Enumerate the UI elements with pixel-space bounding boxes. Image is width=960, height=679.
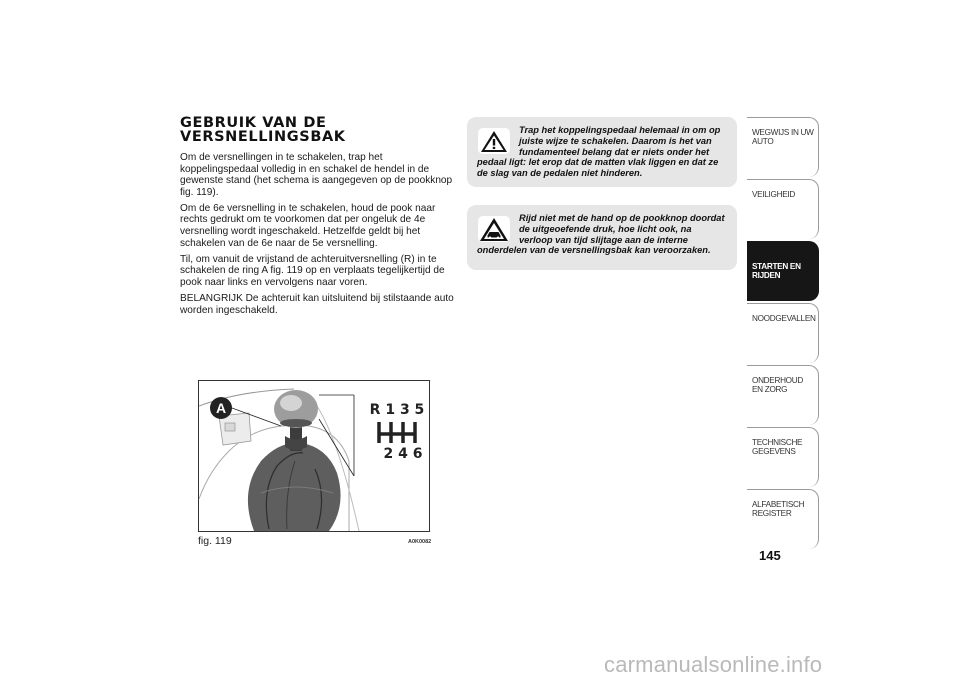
- gear-shift-illustration: [199, 381, 429, 531]
- warning-triangle-icon: [477, 127, 513, 155]
- paragraph-4: BELANGRIJK De achteruit kan uitsluitend bij stilstaande auto worden ingeschakeld.: [180, 293, 454, 316]
- nav-tab-technische[interactable]: TECHNISCHE GEGEVENS: [747, 427, 819, 487]
- figure-caption: fig. 119: [198, 535, 232, 547]
- body-text: [180, 152, 458, 321]
- gear-schema-bottom: 2 4 6: [383, 446, 423, 462]
- heading-line-2: VERSNELLINGSBAK: [180, 129, 346, 145]
- nav-tab-starten[interactable]: STARTEN EN RIJDEN: [747, 241, 819, 301]
- paragraph-3: Til, om vanuit de vrijstand de achteruitversnelling (R) in te schakelen de ring A fig. 119 op en verplaats tegelijkertijd de pook naar links en vervolgens naar voren.: [180, 253, 445, 288]
- paragraph-1: Om de versnellingen in te schakelen, trap het koppelingspedaal volledig in en schakel de hendel in de gewenste stand (het schema is aangegeven op de pookknop fig. 119).: [180, 152, 453, 198]
- figure-code: A0K0082: [408, 539, 432, 545]
- warning-text-clutch: Trap het koppelingspedaal helemaal in om op juiste wijze te schakelen. Daarom is het van fundamenteel belang dat er niets onder het pedaal ligt: let erop dat de matten vlak liggen en dat ze de slag van de pedalen niet hinderen.: [477, 125, 721, 179]
- page-number: 145: [759, 548, 781, 563]
- nav-tab-onderhoud[interactable]: ONDERHOUD EN ZORG: [747, 365, 819, 425]
- nav-tab-register[interactable]: ALFABETISCH REGISTER: [747, 489, 819, 549]
- chapter-nav: [747, 117, 819, 551]
- gear-pattern-icon: [379, 422, 415, 443]
- warning-text-gearknob: Rijd niet met de hand op de pookknop doordat de uitgeoefende druk, hoe licht ook, na verloop van tijd slijtage aan de interne onderdelen van de versnellingsbak kan veroorzaken.: [477, 213, 725, 256]
- nav-tab-veiligheid[interactable]: VEILIGHEID: [747, 179, 819, 239]
- warning-box-clutch: [467, 117, 737, 187]
- paragraph-2: Om de 6e versnelling in te schakelen, houd de pook naar rechts gedrukt om te voorkomen dat per ongeluk de 4e versnelling wordt ingeschakeld. Hetzelfde geldt bij het schakelen van de 6e naar de 5e versnelling.: [180, 202, 436, 249]
- gear-schema-top: R 1 3 5: [369, 402, 425, 418]
- car-warning-icon: [477, 215, 513, 243]
- nav-tab-wegwijs[interactable]: WEGWIJS IN UW AUTO: [747, 117, 819, 177]
- heading-line-1: GEBRUIK VAN DE: [180, 115, 327, 131]
- gear-shift-figure: [198, 380, 430, 532]
- watermark: carmanualsonline.info: [604, 652, 823, 677]
- callout-a-label: A: [215, 400, 227, 416]
- warning-box-gearknob: [467, 205, 737, 270]
- nav-tab-noodgevallen[interactable]: NOODGEVALLEN: [747, 303, 819, 363]
- page-heading: [180, 116, 460, 144]
